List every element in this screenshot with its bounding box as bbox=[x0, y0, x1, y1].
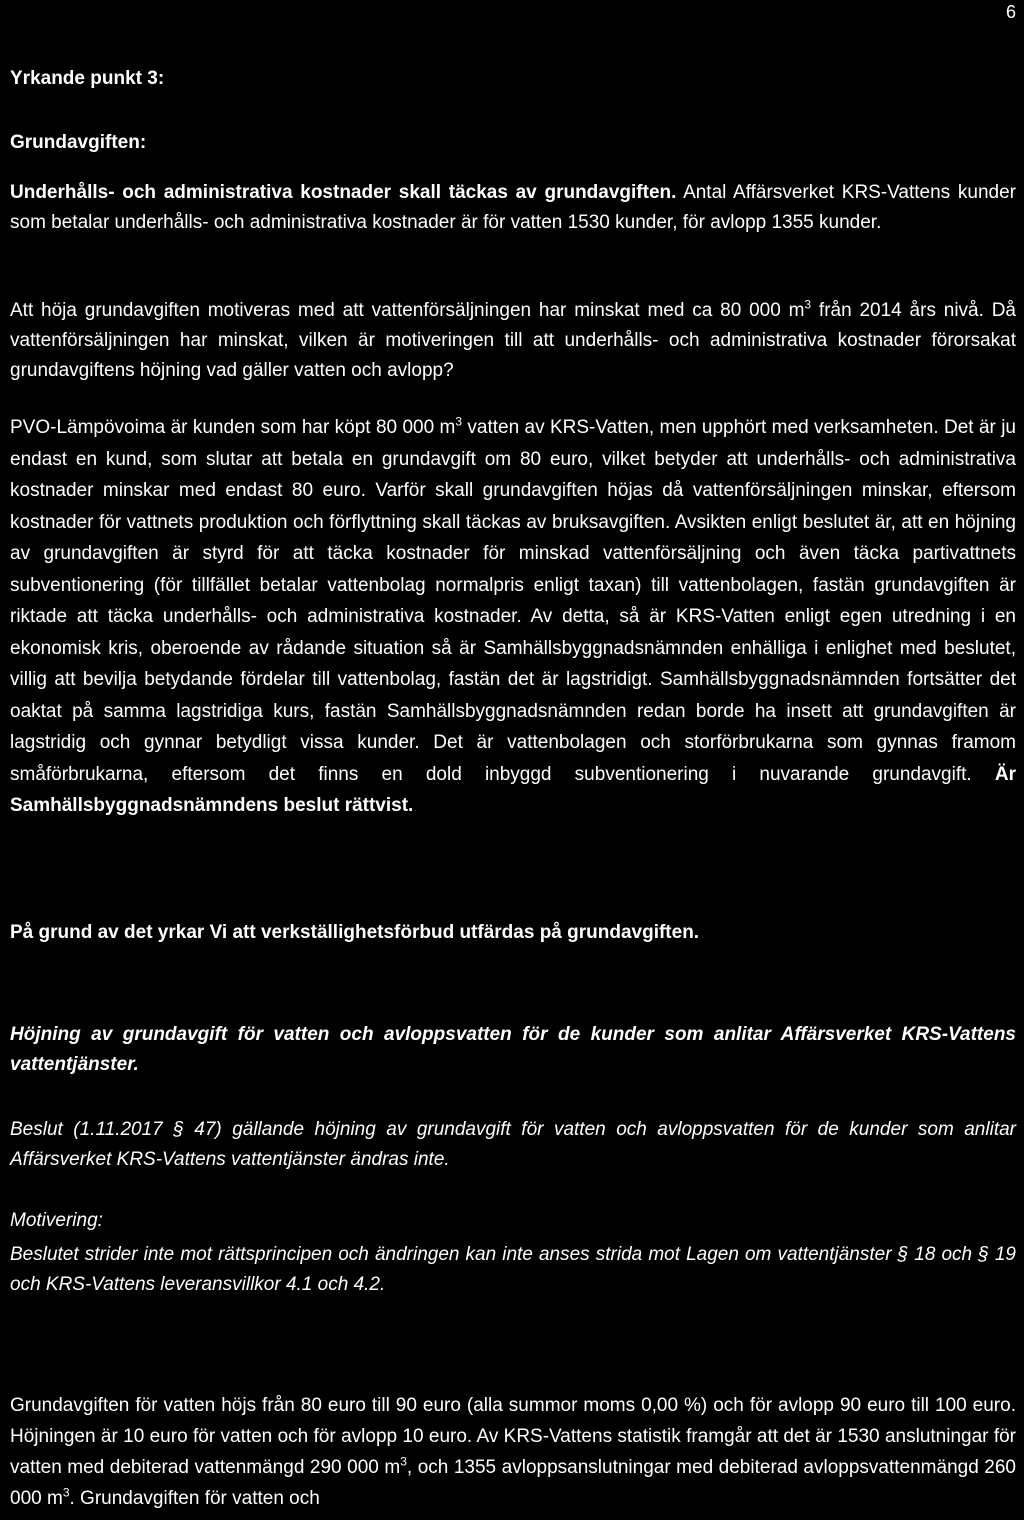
cubic-superscript: 3 bbox=[804, 297, 812, 312]
pvo-text-a: PVO-Lämpövoima är kunden som har köpt 80 000 m bbox=[10, 417, 456, 438]
demand-text: På grund av det yrkar Vi att verkställighetsförbud utfärdas på grundavgiften. bbox=[10, 922, 700, 943]
motivering-text: Beslutet strider inte mot rättsprincipen och ändringen kan inte anses strida mot Lagen om vattentjänster § 18 och § 19 och KRS-Vattens leveransvillkor 4.1 och 4.2. bbox=[10, 1244, 1016, 1295]
subsection-heading: Grundavgiften: bbox=[10, 132, 147, 153]
sales-text-a: Att höja grundavgiften motiveras med att vattenförsäljningen har minskat med ca 80 000 m bbox=[10, 300, 805, 321]
fee-text-a: Grundavgiften för vatten höjs från 80 euro till 90 euro (alla summor moms 0,00 %) och för avlopp 90 euro till 100 euro. Höjningen är 10 euro för vatten och för avlopp 10 euro. Av KRS-Vattens statistik framgår att det är 1530 anslutningar för vatten med debiterad vattenmängd 290 000 m bbox=[10, 1395, 1016, 1478]
section-heading: Yrkande punkt 3: bbox=[10, 68, 165, 89]
cubic-superscript: 3 bbox=[400, 1454, 407, 1469]
page-number: 6 bbox=[1005, 2, 1016, 22]
fairness-question: Är Samhällsbyggnadsnämndens beslut rättvist. bbox=[10, 763, 1016, 816]
cubic-superscript: 3 bbox=[62, 1485, 70, 1500]
pvo-text-b: vatten av KRS-Vatten, men upphört med verksamheten. Det är ju endast en kund, som slutar att betala en grundavgift om 80 euro, vilket betyder att underhålls- och administrativa kostnader minskar med endast 80 euro. Varför skall grundavgiften höjas då vattenförsäljningen minskar, eftersom kostnader för vattnets produktion och förflyttning skall täckas av bruksavgiften. Avsikten enligt beslutet är, att en höjning av grundavgiften är styrd för att täcka kostnader för minskad vattenförsäljning och även täcka partivattnets subventionering (för tillfället betalar vattenbolag normalpris enligt taxan) till vattenbolagen, fastän grundavgiften är riktade att täcka underhålls- och administrativa kostnader. Av detta, så är KRS-Vatten enligt egen utredning i en ekonomisk kris, oberoende av rådande situation så är Samhällsbyggnadsnämnden enhälliga i enlighet med beslutet, villig att bevilja betydande fördelar till vattenbolag, fastän det är lagstridigt. Samhällsbyggnadsnämnden fortsätter det oaktat på samma lagstridiga kurs, fastän Samhällsbyggnadsnämnden redan borde ha insett att grundavgiften är lagstridig och gynnar betydligt vissa kunder. Det är vattenbolagen och storförbrukarna som gynnas framom småförbrukarna, eftersom det finns en dold inbyggd subventionering i nuvarande grundavgift. bbox=[10, 417, 1016, 785]
paragraph-sales-decrease bbox=[10, 296, 1016, 386]
paragraph-fee-increase bbox=[10, 1390, 1016, 1514]
customer-counts-text: Antal Affärsverket KRS-Vattens kunder som betalar underhålls- och administrativa kostnader är för vatten 1530 kunder, för avlopp 1355 kunder. bbox=[10, 182, 1016, 233]
decision-text: Beslut (1.11.2017 § 47) gällande höjning av grundavgift för vatten och avloppsvatten för de kunder som anlitar Affärsverket KRS-Vattens vattentjänster ändras inte. bbox=[10, 1119, 1016, 1170]
cubic-superscript: 3 bbox=[455, 414, 463, 429]
italic-heading: Höjning av grundavgift för vatten och avloppsvatten för de kunder som anlitar Affärsverket KRS-Vattens vattentjänster. bbox=[10, 1024, 1016, 1075]
sales-text-b: från 2014 års nivå. Då vattenförsäljningen har minskat, vilken är motiveringen till att underhålls- och administrativa kostnader förorsakat grundavgiftens höjning vad gäller vatten och avlopp? bbox=[10, 300, 1017, 381]
motivering-label: Motivering: bbox=[10, 1210, 103, 1231]
paragraph-pvo-customer bbox=[10, 412, 1016, 822]
fee-text-c: . Grundavgiften för vatten och bbox=[69, 1488, 320, 1509]
paragraph-maintenance-costs bbox=[10, 178, 1016, 238]
paragraph-demand bbox=[10, 918, 1016, 948]
fee-text-b: , och 1355 avloppsanslutningar med debiterad avloppsvattenmängd 260 000 m bbox=[10, 1457, 1017, 1509]
maintenance-claim: Underhålls- och administrativa kostnader skall täckas av grundavgiften. bbox=[10, 182, 677, 203]
